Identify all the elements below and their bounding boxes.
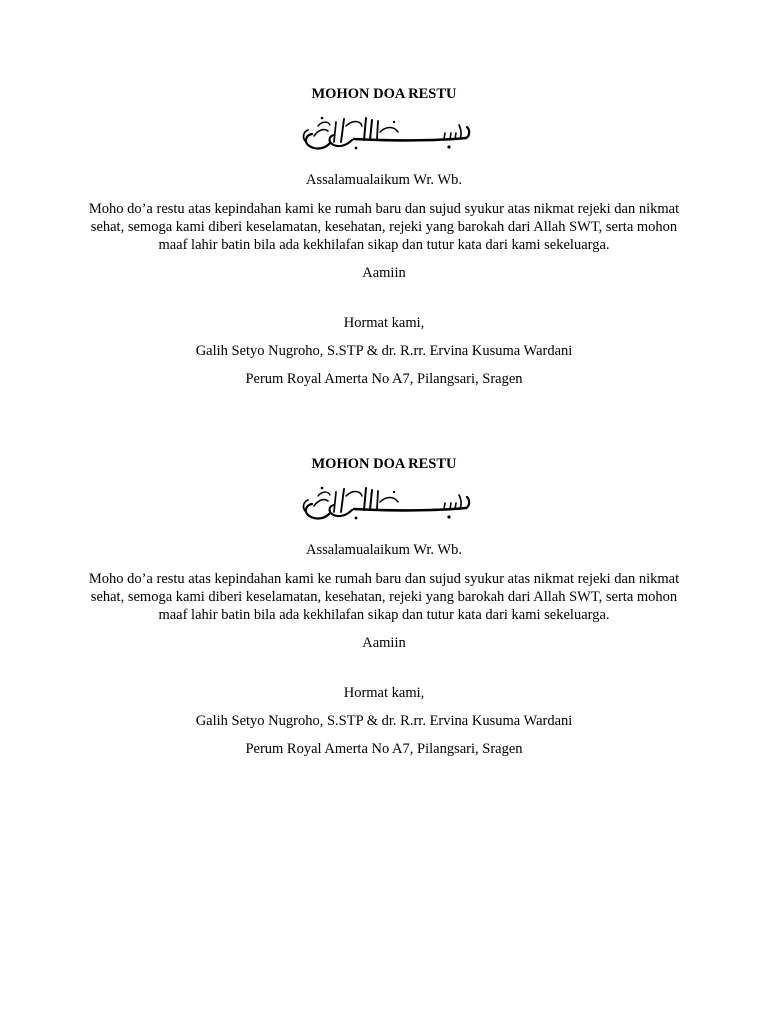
closing-text: Hormat kami, (343, 685, 425, 701)
invitation-card-1 (80, 84, 688, 388)
invitation-card-2 (80, 454, 688, 758)
invitation-title: MOHON DOA RESTU (311, 86, 457, 102)
closing-text: Hormat kami, (343, 315, 425, 331)
address-text: Perum Royal Amerta No A7, Pilangsari, Sragen (245, 741, 523, 757)
host-names-text: Galih Setyo Nugroho, S.STP & dr. R.rr. Ervina Kusuma Wardani (195, 343, 573, 359)
amin-text: Aamiin (362, 635, 406, 651)
greeting-text: Assalamualaikum Wr. Wb. (306, 542, 462, 558)
greeting-text: Assalamualaikum Wr. Wb. (306, 172, 462, 188)
invitation-body-text: Moho do’a restu atas kepindahan kami ke rumah baru dan sujud syukur atas nikmat rejeki dan nikmat sehat, semoga kami diberi keselamatan, kesehatan, rejeki yang barokah dari Allah SWT, serta mohon maaf lahir batin bila ada kekhilafan sikap dan tutur kata dari kami sekeluarga. (88, 571, 680, 623)
address-text: Perum Royal Amerta No A7, Pilangsari, Sragen (245, 371, 523, 387)
bismillah-calligraphy-icon (294, 482, 474, 524)
invitation-title: MOHON DOA RESTU (311, 456, 457, 472)
invitation-body-text: Moho do’a restu atas kepindahan kami ke rumah baru dan sujud syukur atas nikmat rejeki dan nikmat sehat, semoga kami diberi keselamatan, kesehatan, rejeki yang barokah dari Allah SWT, serta mohon maaf lahir batin bila ada kekhilafan sikap dan tutur kata dari kami sekeluarga. (88, 201, 680, 253)
amin-text: Aamiin (362, 265, 406, 281)
bismillah-calligraphy-icon (294, 112, 474, 154)
host-names-text: Galih Setyo Nugroho, S.STP & dr. R.rr. Ervina Kusuma Wardani (195, 713, 573, 729)
